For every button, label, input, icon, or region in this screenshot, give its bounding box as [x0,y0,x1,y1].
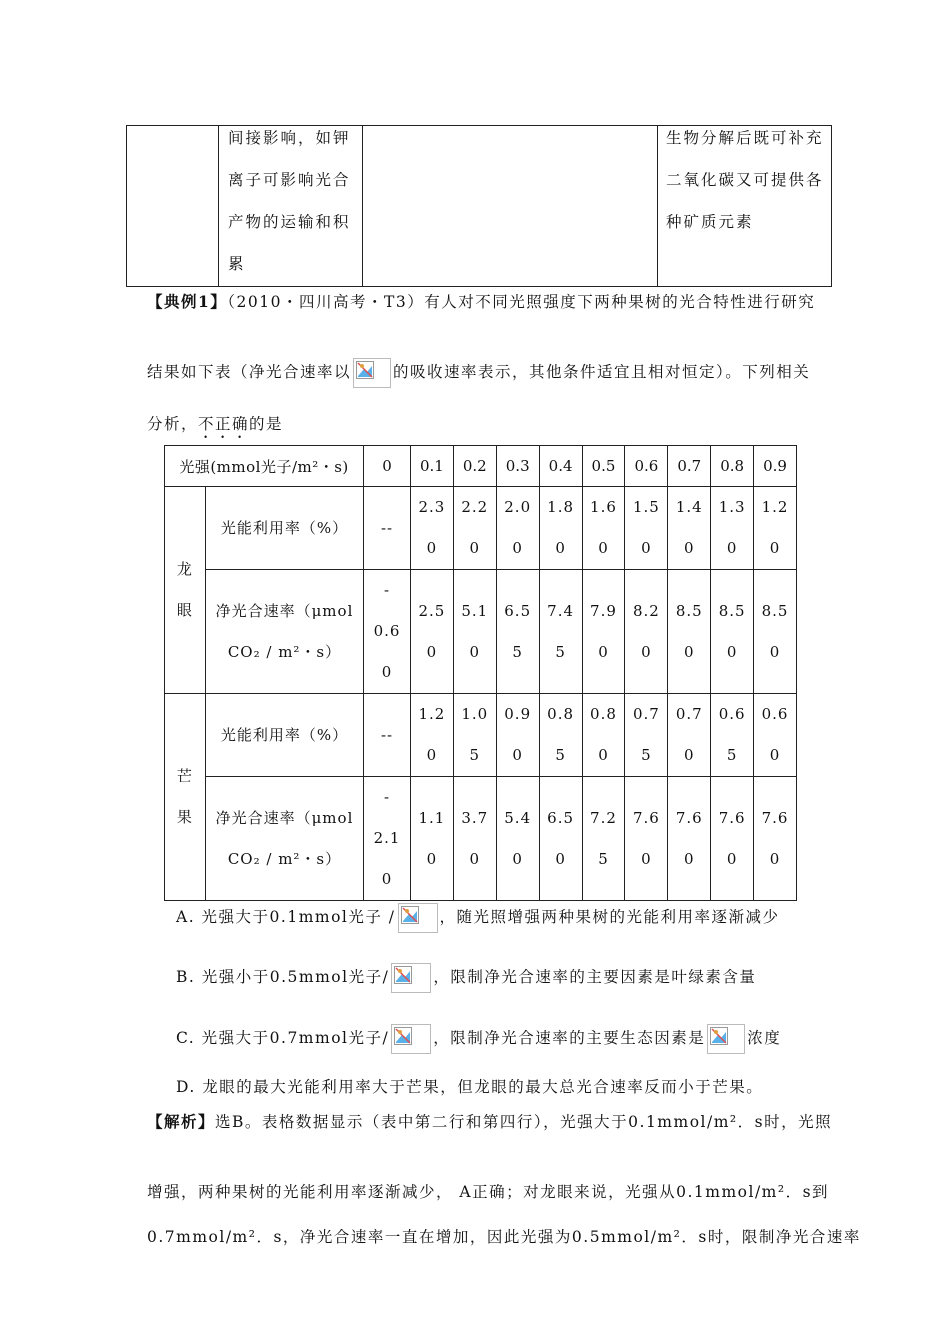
table-cell: 8.5 0 [711,570,754,694]
header-value: 0.6 [625,446,668,487]
table-cell: 0.9 0 [496,694,539,777]
header-value: 0.2 [453,446,496,487]
broken-image-icon [707,1024,745,1054]
option-a: A. 光强大于0.1mmol光子 / ，随光照增强两种果树的光能利用率逐渐减少 [176,903,780,933]
broken-image-icon [398,903,438,933]
table-cell: 7.9 0 [582,570,625,694]
table-cell: 7.4 5 [539,570,582,694]
table-row [165,694,797,777]
table-cell: 1.4 0 [668,487,711,570]
header-value: 0.7 [668,446,711,487]
table-cell: -- [364,694,411,777]
header-value: 0.5 [582,446,625,487]
table-cell: 8.5 0 [754,570,797,694]
table-cell: 0.8 5 [539,694,582,777]
example-line-2: 结果如下表（净光合速率以 的吸收速率表示，其他条件适宜且相对恒定）。下列相关 [147,358,810,388]
header-value: 0.9 [754,446,797,487]
table-header-row [165,446,797,487]
emphasis-text: 不正确 [198,415,250,433]
header-label: 光强(mmol光子/m²・s) [165,446,364,487]
table-cell: -- [364,487,411,570]
header-value: 0.4 [539,446,582,487]
table-cell: 1.3 0 [711,487,754,570]
header-value: 0.3 [496,446,539,487]
table-cell: 2.2 0 [453,487,496,570]
table-cell: 3.7 0 [453,777,496,901]
option-c: C. 光强大于0.7mmol光子/ ，限制净光合速率的主要生态因素是 浓度 [176,1024,781,1054]
table-cell: 5.4 0 [496,777,539,901]
table-row [165,570,797,694]
group-name: 芒 果 [165,694,206,901]
top-table-col2: 间接影响，如钾 离子可影响光合 产物的运输和积 累 [228,129,351,273]
header-value: 0.8 [711,446,754,487]
row-label: 光能利用率（%） [205,487,363,570]
table-cell: 2.5 0 [410,570,453,694]
broken-image-icon [391,1024,431,1054]
table-cell: - 2.1 0 [364,777,411,901]
table-cell: 0.8 0 [582,694,625,777]
analysis-line-1: 【解析】选B。表格数据显示（表中第二行和第四行），光强大于0.1mmol/m²．s时，光照 [147,1112,833,1131]
table-cell: 6.5 5 [496,570,539,694]
table-cell: - 0.6 0 [364,570,411,694]
table-cell: 0.6 0 [754,694,797,777]
analysis-line-3: 0.7mmol/m²．s，净光合速率一直在增加，因此光强为0.5mmol/m²．s时，限制净光合速率 [147,1228,861,1246]
example-label: 【典例1】 [147,292,228,311]
table-row [165,777,797,901]
table-row [165,487,797,570]
example-line-1: 【典例1】（2010・四川高考・T3）有人对不同光照强度下两种果树的光合特性进行研究 [147,292,816,311]
table-cell: 0.7 0 [668,694,711,777]
data-table [164,445,797,901]
table-cell: 5.1 0 [453,570,496,694]
group-name: 龙 眼 [165,487,206,694]
table-cell: 1.6 0 [582,487,625,570]
table-cell: 7.2 5 [582,777,625,901]
option-b: B. 光强小于0.5mmol光子/ ，限制净光合速率的主要因素是叶绿素含量 [176,963,756,993]
row-label: 净光合速率（μmol CO₂ / m²・s） [205,570,363,694]
table-cell: 0.7 5 [625,694,668,777]
row-label: 净光合速率（μmol CO₂ / m²・s） [205,777,363,901]
table-cell: 7.6 0 [711,777,754,901]
analysis-label: 【解析】 [147,1112,216,1131]
broken-image-icon [391,963,431,993]
example-line-3: 分析，不正确的是 [147,415,284,433]
table-cell: 1.2 0 [410,694,453,777]
table-cell: 1.5 0 [625,487,668,570]
table-cell: 2.3 0 [410,487,453,570]
table-cell: 7.6 0 [754,777,797,901]
table-cell: 1.2 0 [754,487,797,570]
table-cell: 1.8 0 [539,487,582,570]
table-cell: 2.0 0 [496,487,539,570]
header-value: 0 [364,446,411,487]
table-cell: 6.5 0 [539,777,582,901]
broken-image-icon [353,358,391,388]
table-cell: 8.2 0 [625,570,668,694]
table-cell: 7.6 0 [668,777,711,901]
table-cell: 1.0 5 [453,694,496,777]
table-cell: 0.6 5 [711,694,754,777]
row-label: 光能利用率（%） [205,694,363,777]
table-cell: 7.6 0 [625,777,668,901]
table-cell: 1.1 0 [410,777,453,901]
header-value: 0.1 [410,446,453,487]
option-d: D. 龙眼的最大光能利用率大于芒果，但龙眼的最大总光合速率反而小于芒果。 [176,1078,764,1096]
table-cell: 8.5 0 [668,570,711,694]
top-table-col4: 生物分解后既可补充 二氧化碳又可提供各 种矿质元素 [666,129,824,231]
analysis-line-2: 增强，两种果树的光能利用率逐渐减少， A正确；对龙眼来说，光强从0.1mmol/m²．s到 [147,1183,830,1201]
